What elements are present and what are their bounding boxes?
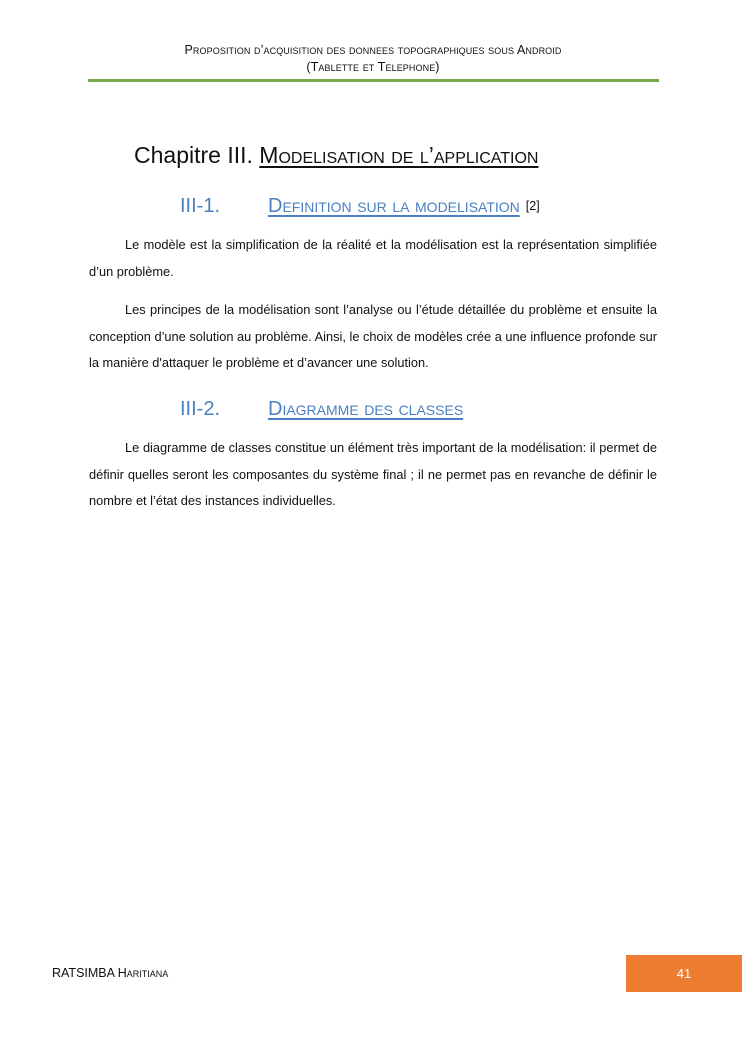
author-last: Haritiana bbox=[117, 966, 169, 980]
page-number: 41 bbox=[676, 966, 692, 981]
section-title: Definition sur la modelisation bbox=[268, 195, 520, 217]
citation-ref: [2] bbox=[525, 199, 540, 213]
section-title: Diagramme des classes bbox=[268, 398, 464, 420]
chapter-label: Chapitre III. bbox=[134, 142, 253, 168]
header-rule bbox=[88, 79, 659, 82]
section-number: III-1. bbox=[180, 195, 221, 217]
page-number-box bbox=[626, 955, 742, 992]
author-first: RATSIMBA bbox=[52, 966, 115, 980]
running-header-line1: Proposition d’acquisition des donnees topographiques sous Android bbox=[184, 43, 562, 57]
running-header bbox=[88, 42, 658, 76]
section-heading-2 bbox=[180, 396, 463, 422]
chapter-heading bbox=[134, 140, 538, 170]
paragraph: Le modèle est la simplification de la réalité et la modélisation est la représentation simplifiée d’un problème. bbox=[89, 237, 657, 279]
chapter-title: Modelisation de l’application bbox=[259, 142, 539, 168]
section-heading-1 bbox=[180, 193, 540, 219]
paragraph: Le diagramme de classes constitue un élément très important de la modélisation: il permet de définir quelles seront les composantes du système final ; il ne permet pas en revanche de définir le nombre et l’état des instances individuelles. bbox=[89, 440, 657, 508]
paragraph: Les principes de la modélisation sont l’analyse ou l’étude détaillée du problème et ensuite la conception d’une solution au problème. Ainsi, le choix de modèles crée a une influence profonde sur la manière d'attaquer le problème et d’avancer une solution. bbox=[89, 302, 657, 370]
section-number: III-2. bbox=[180, 398, 221, 420]
footer-author bbox=[52, 966, 168, 980]
running-header-line2: (Tablette et Telephone) bbox=[306, 60, 440, 74]
